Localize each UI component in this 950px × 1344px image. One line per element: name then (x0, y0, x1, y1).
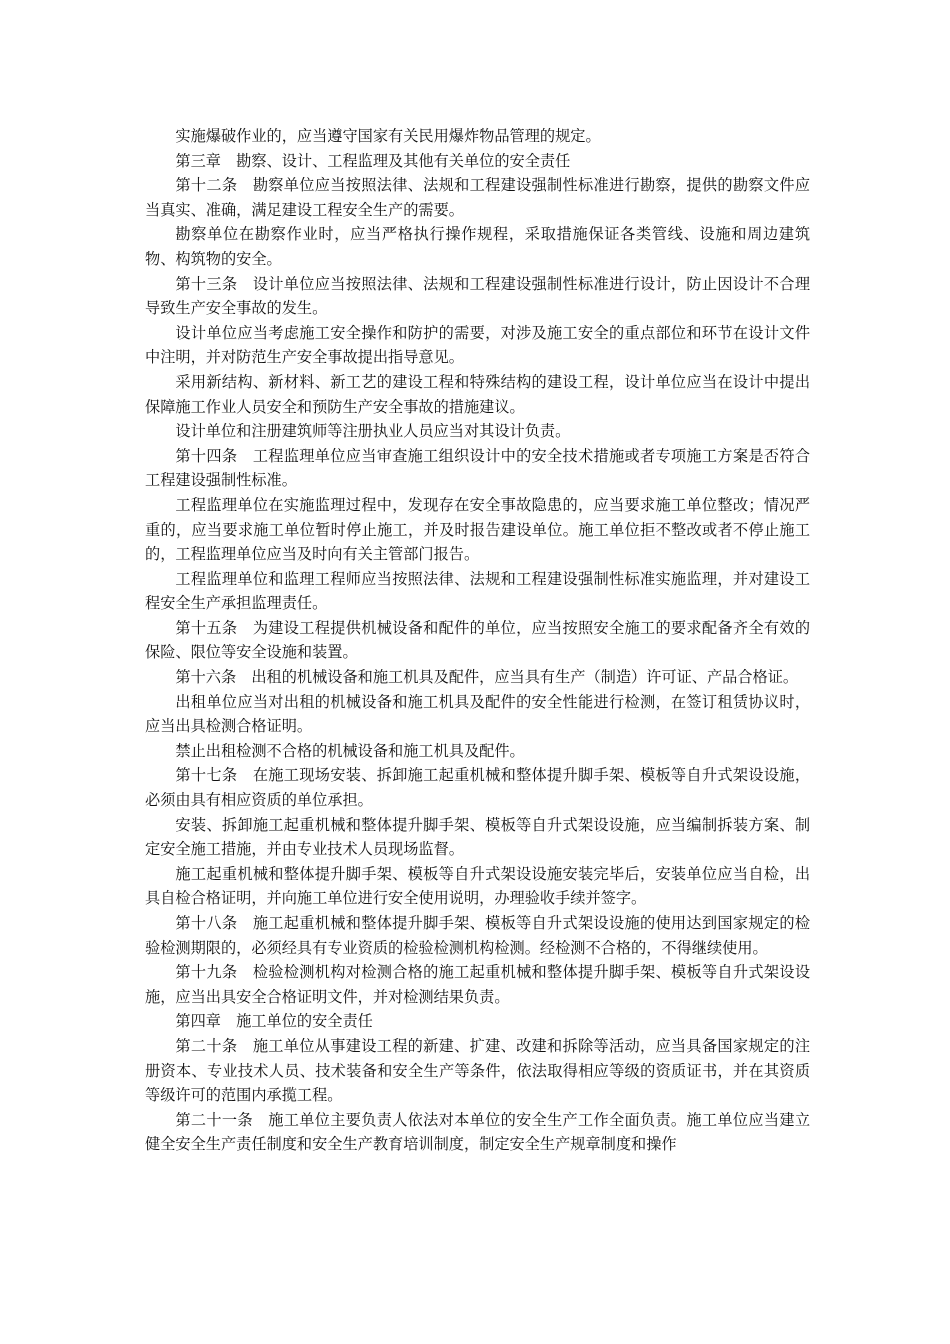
article-21: 第二十一条 施工单位主要负责人依法对本单位的安全生产工作全面负责。施工单位应当建立健全安全生产责任制度和安全生产教育培训制度，制定安全生产规章制度和操作 (145, 1110, 810, 1154)
article-19: 第十九条 检验检测机构对检测合格的施工起重机械和整体提升脚手架、模板等自升式架设设施，应当出具安全合格证明文件，并对检测结果负责。 (145, 963, 810, 1006)
article-20: 第二十条 施工单位从事建设工程的新建、扩建、改建和拆除等活动，应当具备国家规定的注册资本、专业技术人员、技术装备和安全生产等条件，依法取得相应等级的资质证书，并在其资质等级许可的范围内承揽工程。 (145, 1036, 810, 1105)
article-16-para-2: 出租单位应当对出租的机械设备和施工机具及配件的安全性能进行检测，在签订租赁协议时，应当出具检测合格证明。 (145, 692, 810, 736)
article-12: 第十二条 勘察单位应当按照法律、法规和工程建设强制性标准进行勘察，提供的勘察文件应当真实、准确，满足建设工程安全生产的需要。 (145, 176, 810, 219)
article-13: 第十三条 设计单位应当按照法律、法规和工程建设强制性标准进行设计，防止因设计不合理导致生产安全事故的发生。 (145, 274, 810, 318)
article-13-para-4: 设计单位和注册建筑师等注册执业人员应当对其设计负责。 (175, 422, 571, 441)
article-14: 第十四条 工程监理单位应当审查施工组织设计中的安全技术措施或者专项施工方案是否符合工程建设强制性标准。 (145, 446, 810, 490)
document-page (145, 124, 810, 1157)
article-17-para-3: 施工起重机械和整体提升脚手架、模板等自升式架设设施安装完毕后，安装单位应当自检，出具自检合格证明，并向施工单位进行安全使用说明，办理验收手续并签字。 (145, 864, 810, 908)
article-13-para-2: 设计单位应当考虑施工安全操作和防护的需要，对涉及施工安全的重点部位和环节在设计文件中注明，并对防范生产安全事故提出指导意见。 (145, 323, 810, 367)
article-14-para-2: 工程监理单位在实施监理过程中，发现存在安全事故隐患的，应当要求施工单位整改；情况严重的，应当要求施工单位暂时停止施工，并及时报告建设单位。施工单位拒不整改或者不停止施工的，工程监理单位应当及时向有关主管部门报告。 (145, 495, 810, 564)
article-13-para-3: 采用新结构、新材料、新工艺的建设工程和特殊结构的建设工程，设计单位应当在设计中提出保障施工作业人员安全和预防生产安全事故的措施建议。 (145, 372, 810, 416)
chapter-4-heading: 第四章 施工单位的安全责任 (175, 1012, 373, 1031)
article-15: 第十五条 为建设工程提供机械设备和配件的单位，应当按照安全施工的要求配备齐全有效的保险、限位等安全设施和装置。 (145, 618, 810, 662)
chapter-3-heading: 第三章 勘察、设计、工程监理及其他有关单位的安全责任 (175, 151, 571, 170)
article-16-para-3: 禁止出租检测不合格的机械设备和施工机具及配件。 (175, 741, 525, 760)
article-16: 第十六条 出租的机械设备和施工机具及配件，应当具有生产（制造）许可证、产品合格证。 (175, 668, 799, 687)
article-17-para-2: 安装、拆卸施工起重机械和整体提升脚手架、模板等自升式架设设施，应当编制拆装方案、制定安全施工措施，并由专业技术人员现场监督。 (145, 815, 810, 859)
article-14-para-3: 工程监理单位和监理工程师应当按照法律、法规和工程建设强制性标准实施监理，并对建设工程安全生产承担监理责任。 (145, 569, 810, 613)
article-17: 第十七条 在施工现场安装、拆卸施工起重机械和整体提升脚手架、模板等自升式架设设施，必须由具有相应资质的单位承担。 (145, 766, 810, 810)
article-12-para-2: 勘察单位在勘察作业时，应当严格执行操作规程，采取措施保证各类管线、设施和周边建筑物、构筑物的安全。 (145, 225, 810, 268)
paragraph-1: 实施爆破作业的，应当遵守国家有关民用爆炸物品管理的规定。 (175, 127, 601, 145)
article-18: 第十八条 施工起重机械和整体提升脚手架、模板等自升式架设设施的使用达到国家规定的检验检测期限的，必须经具有专业资质的检验检测机构检测。经检测不合格的，不得继续使用。 (145, 914, 810, 957)
